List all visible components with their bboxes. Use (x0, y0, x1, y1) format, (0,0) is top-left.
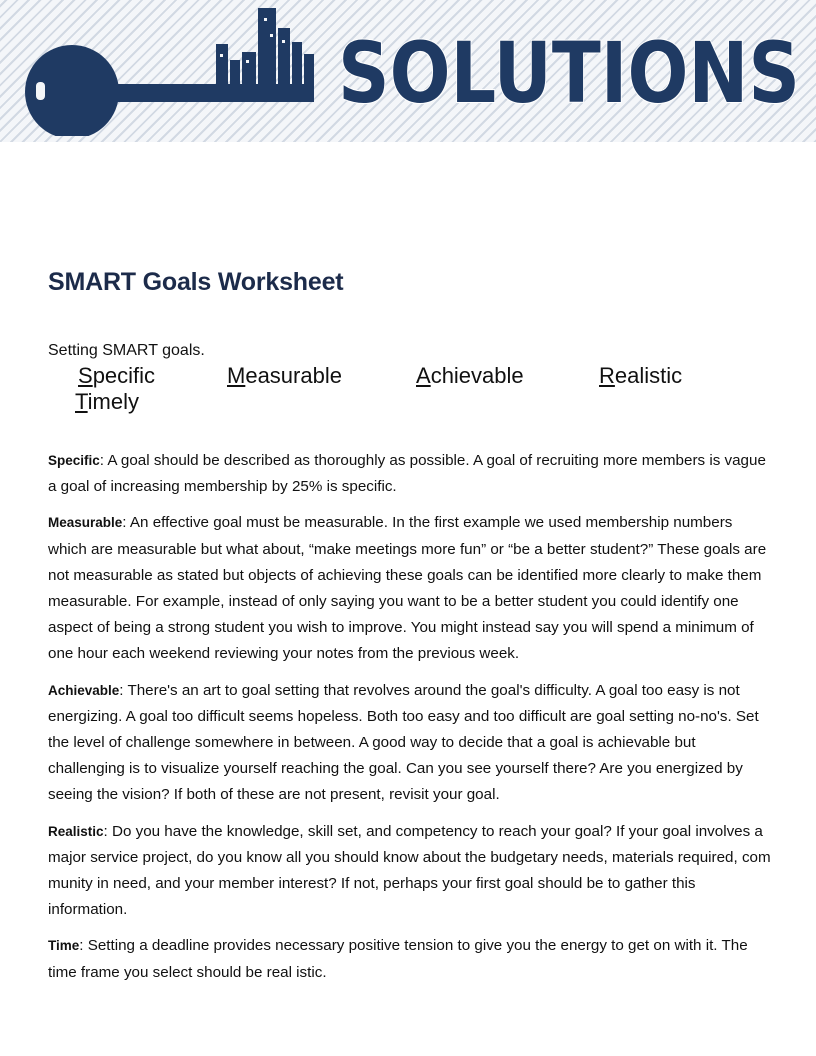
section-term: Time (48, 938, 80, 954)
acronym-rest: pecific (92, 363, 156, 388)
acronym-rest: ealistic (614, 363, 683, 388)
section-text: : There's an art to goal setting that revolves around the goal's difficulty. A goal too easy is not energizing. A goal too difficult seems hopeless. Both too easy and too difficult are goal setting no-no's. Set the level of challenge somewhere in between. A good way to decide that a goal is achievable but challenging is to visualize yourself reaching the goal. Can you see yourself there? Are you energized by seeing the vision? If both of these are not present, revisit your goal. (48, 681, 759, 804)
section-term: Realistic (48, 823, 104, 839)
acronym-word-specific (78, 363, 155, 389)
acronym-letter: M (227, 363, 246, 388)
acronym-rest: easurable (245, 363, 342, 388)
worksheet-body (48, 448, 772, 996)
section-realistic (48, 819, 772, 924)
section-measurable (48, 510, 772, 667)
brand-text: SOLUTIONS (338, 24, 800, 122)
acronym-rest: imely (87, 389, 139, 414)
header-banner (0, 0, 816, 142)
brand-logo-text (338, 24, 808, 124)
section-text: : Do you have the knowledge, skill set, and competency to reach your goal? If your goal involves a major service project, do you know all you should know about the budgetary needs, materials required, com munity in need, and your member interest? If not, perhaps your first goal should be to gather this information. (48, 822, 771, 919)
section-term: Achievable (48, 682, 120, 698)
page-subtitle: Setting SMART goals. (48, 342, 205, 359)
section-specific (48, 448, 772, 500)
acronym-word-measurable (227, 363, 342, 389)
acronym-letter: A (416, 363, 431, 388)
section-text: : An effective goal must be measurable. In the first example we used membership numbers which are measurable but what about, “make meetings more fun” or “be a better student?” These goals are not measurable as stated but objects of achieving these goals can be identified more clearly to make them measurable. For example, instead of only saying you want to be a better student you could identify one aspect of being a strong student you wish to improve. You might instead say you will spend a minimum of one hour each weekend reviewing your notes from the previous week. (48, 514, 767, 663)
acronym-letter: T (75, 389, 88, 414)
acronym-word-realistic (599, 363, 682, 389)
acronym-word-timely (75, 389, 139, 415)
acronym-rest: chievable (430, 363, 524, 388)
acronym-word-achievable (416, 363, 524, 389)
page-title: SMART Goals Worksheet (48, 268, 344, 296)
acronym-letter: R (599, 363, 615, 388)
section-time (48, 933, 772, 985)
key-skyline-icon (18, 4, 318, 136)
section-term: Measurable (48, 515, 123, 531)
section-text: : Setting a deadline provides necessary positive tension to give you the energy to get on with it. The time frame you select should be real istic. (48, 937, 748, 981)
acronym-letter: S (78, 363, 93, 388)
section-text: : A goal should be described as thoroughly as possible. A goal of recruiting more members is vague a goal of increasing membership by 25% is specific. (48, 452, 766, 496)
section-term: Specific (48, 453, 100, 468)
section-achievable (48, 678, 772, 809)
